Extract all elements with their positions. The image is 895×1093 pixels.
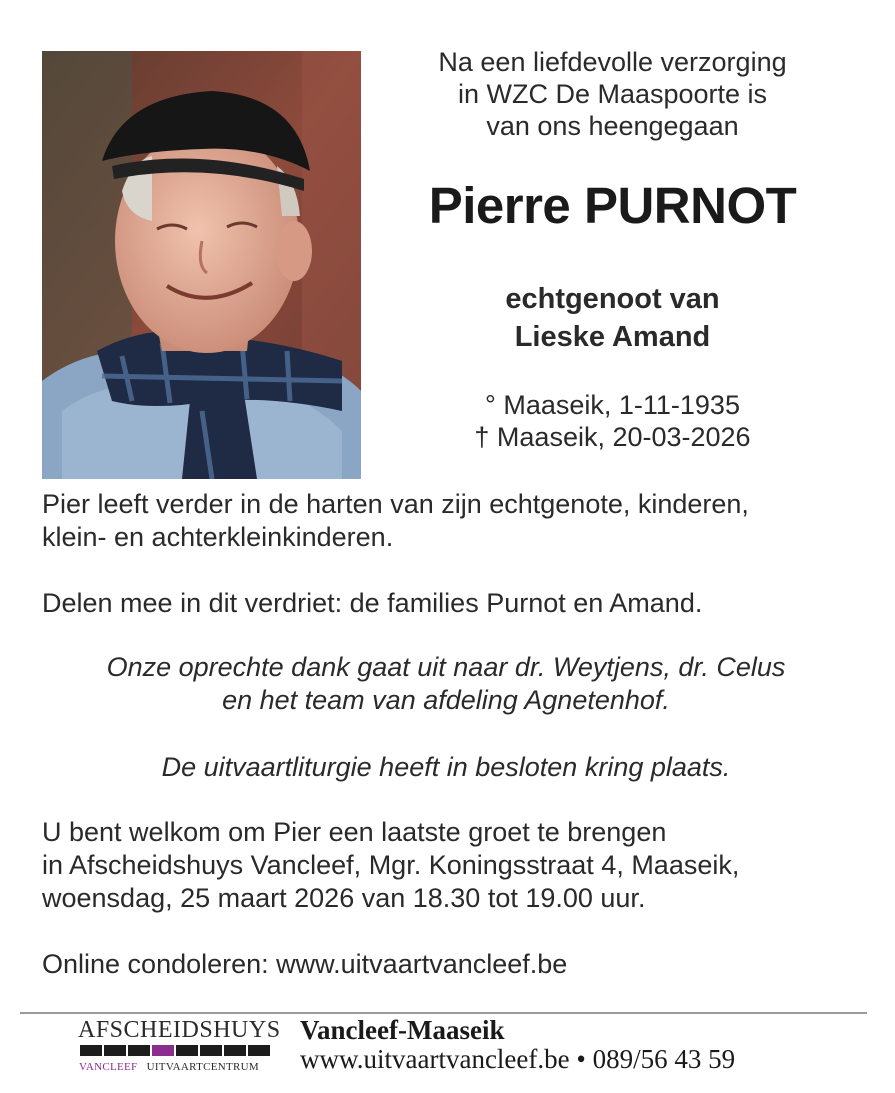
logo-sub-right: UITVAARTCENTRUM	[146, 1061, 260, 1073]
intro-text	[400, 46, 825, 142]
life-dates	[400, 389, 825, 453]
company-name: Vancleef-Maaseik	[300, 1015, 505, 1045]
visitation-line-2: in Afscheidshuys Vancleef, Mgr. Koningsstraat 4, Maaseik,	[42, 850, 740, 880]
logo-title: AFSCHEIDSHUYS	[78, 1017, 281, 1043]
visitation-line-1: U bent welkom om Pier een laatste groet te brengen	[42, 817, 667, 847]
visitation-line-3: woensdag, 25 maart 2026 van 18.30 tot 19.00 uur.	[42, 883, 646, 913]
death-date: † Maaseik, 20-03-2026	[474, 422, 751, 452]
family-paragraph	[42, 488, 842, 554]
visitation-paragraph	[42, 816, 842, 915]
logo-bar	[80, 1045, 270, 1056]
mourners-line: Delen mee in dit verdriet: de families Purnot en Amand.	[42, 588, 703, 618]
family-line-2: klein- en achterkleinkinderen.	[42, 522, 394, 552]
intro-line-3: van ons heengegaan	[486, 111, 739, 141]
spouse-name: Lieske Amand	[514, 321, 711, 353]
thanks-line-2: en het team van afdeling Agnetenhof.	[222, 685, 670, 715]
spouse-block	[400, 280, 825, 356]
family-line-1: Pier leeft verder in de harten van zijn echtgenote, kinderen,	[42, 489, 749, 519]
logo-sub-left: VANCLEEF	[79, 1061, 138, 1073]
logo-subtitle	[79, 1060, 279, 1074]
condolence-line: Online condoleren: www.uitvaartvancleef.be	[42, 949, 568, 979]
thanks-paragraph	[42, 651, 850, 717]
company-contact: www.uitvaartvancleef.be • 089/56 43 59	[300, 1044, 736, 1074]
deceased-name: Pierre PURNOT	[428, 177, 797, 234]
intro-line-1: Na een liefdevolle verzorging	[438, 47, 787, 77]
mourners-paragraph	[42, 587, 842, 620]
liturgy-paragraph	[42, 751, 850, 784]
intro-line-2: in WZC De Maaspoorte is	[457, 79, 768, 109]
liturgy-line: De uitvaartliturgie heeft in besloten kring plaats.	[161, 752, 731, 782]
thanks-line-1: Onze oprechte dank gaat uit naar dr. Weytjens, dr. Celus	[106, 652, 786, 682]
condolence-paragraph	[42, 948, 842, 981]
birth-date: ° Maaseik, 1-11-1935	[485, 390, 740, 420]
spouse-label: echtgenoot van	[505, 283, 720, 315]
portrait-photo	[42, 51, 361, 479]
